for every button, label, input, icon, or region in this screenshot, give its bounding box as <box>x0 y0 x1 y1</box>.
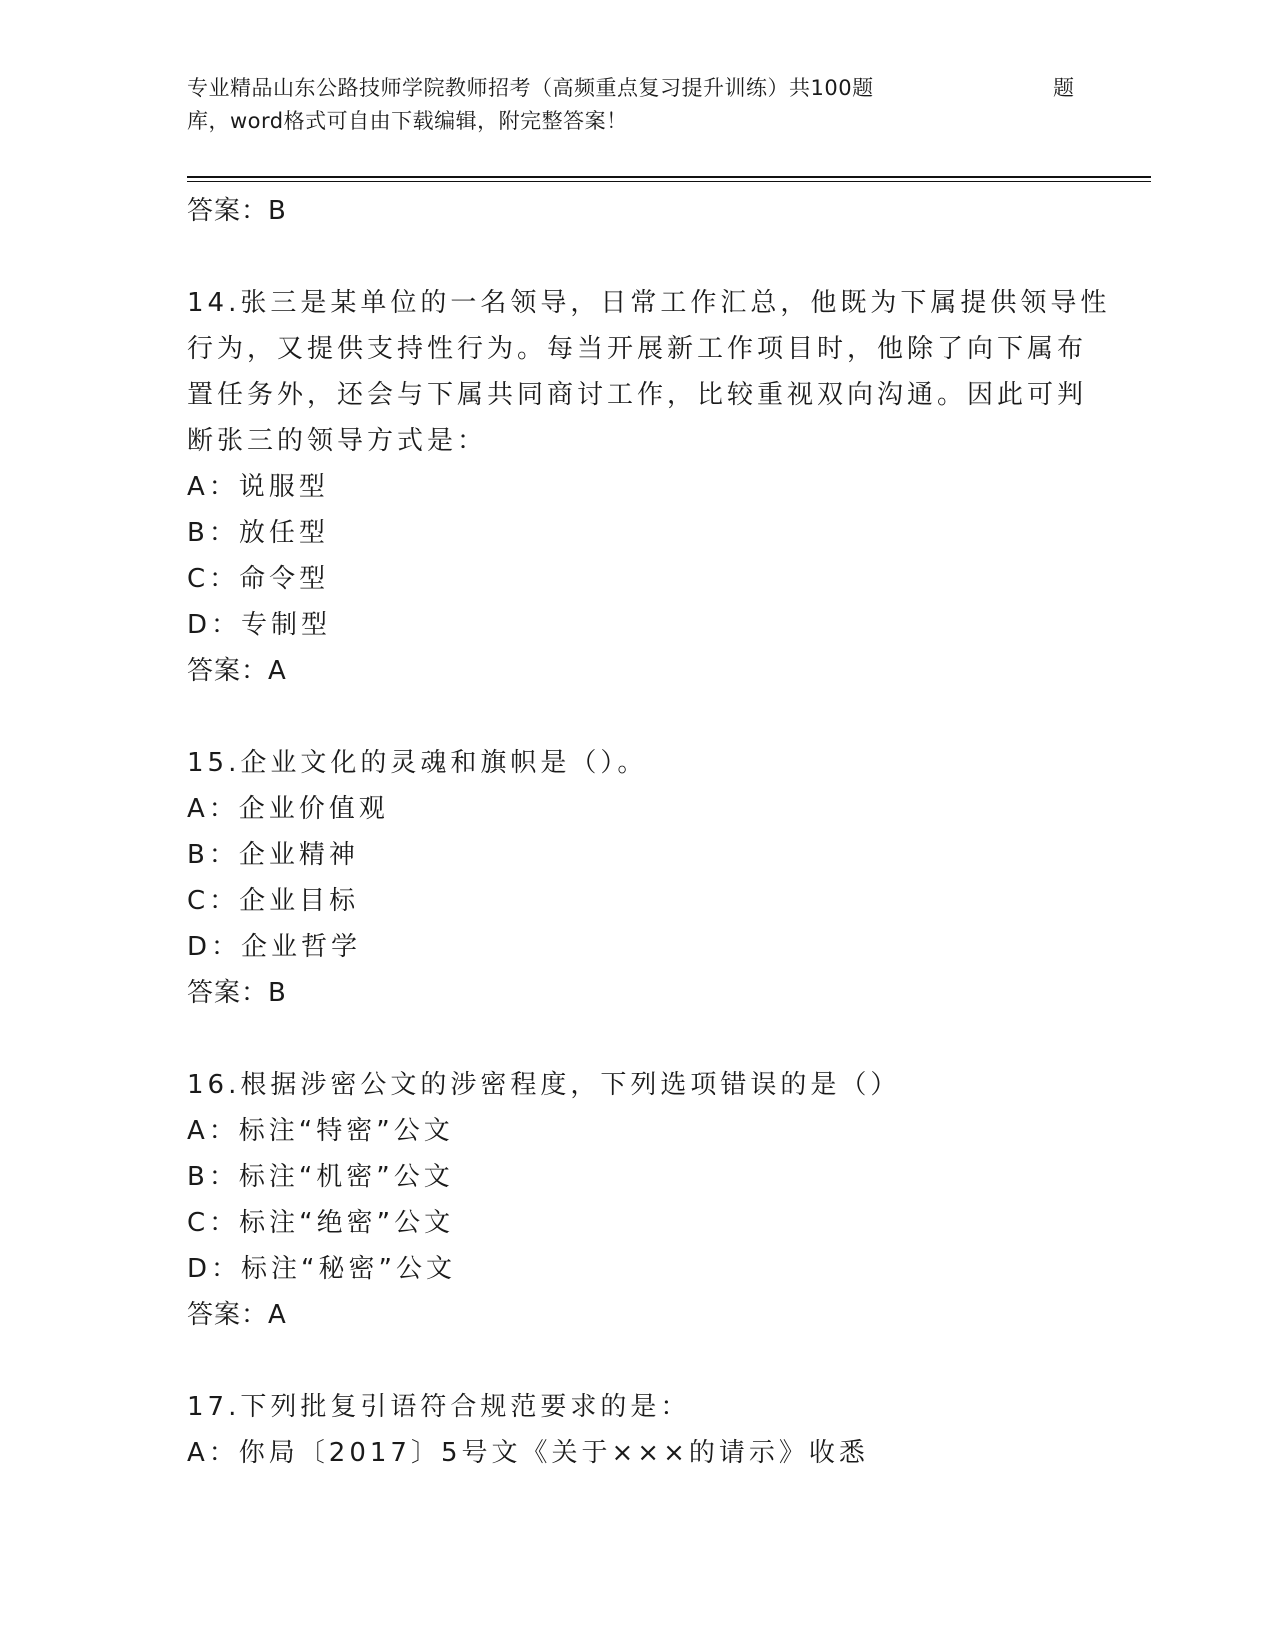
option-c: C：企业目标 <box>187 886 360 916</box>
spacer <box>187 1338 1087 1384</box>
answer-q16: 答案：A <box>187 1300 287 1330</box>
spacer <box>187 694 1087 740</box>
document-body <box>187 188 1111 1476</box>
option-c: C：标注“绝密”公文 <box>187 1208 455 1238</box>
answer-q14: 答案：A <box>187 656 287 686</box>
option-a: A：说服型 <box>187 472 329 502</box>
header-title-tail: 题 <box>1053 76 1075 100</box>
question-stem-line: 16.根据涉密公文的涉密程度，下列选项错误的是（） <box>187 1070 901 1100</box>
option-b: B：企业精神 <box>187 840 359 870</box>
question-stem-line: 17.下列批复引语符合规范要求的是： <box>187 1392 691 1422</box>
option-a: A：你局〔2017〕5号文《关于×××的请示》收悉 <box>187 1438 869 1468</box>
question-stem-line: 14.张三是某单位的一名领导，日常工作汇总，他既为下属提供领导性 <box>187 288 1111 318</box>
spacer <box>187 234 1087 280</box>
header-line-1 <box>187 72 1087 105</box>
option-d: D：专制型 <box>187 610 332 640</box>
question-stem-line: 行为，又提供支持性行为。每当开展新工作项目时，他除了向下属布 <box>187 334 1088 364</box>
question-17 <box>187 1384 1087 1476</box>
question-16 <box>187 1062 1087 1338</box>
option-c: C：命令型 <box>187 564 330 594</box>
option-a: A：企业价值观 <box>187 794 389 824</box>
page-header <box>187 72 1087 138</box>
question-stem-line: 断张三的领导方式是： <box>187 426 488 456</box>
header-line-2: 库，word格式可自由下载编辑，附完整答案！ <box>187 109 628 133</box>
option-b: B：标注“机密”公文 <box>187 1162 454 1192</box>
option-d: D：标注“秘密”公文 <box>187 1254 456 1284</box>
answer-q15: 答案：B <box>187 978 287 1008</box>
answer-q13: 答案：B <box>187 196 287 226</box>
spacer <box>187 1016 1087 1062</box>
question-14 <box>187 280 1111 694</box>
option-b: B：放任型 <box>187 518 329 548</box>
question-15 <box>187 740 1087 1016</box>
option-d: D：企业哲学 <box>187 932 362 962</box>
question-stem-line: 置任务外，还会与下属共同商讨工作，比较重视双向沟通。因此可判 <box>187 380 1088 410</box>
option-a: A：标注“特密”公文 <box>187 1116 454 1146</box>
header-divider-thin <box>187 181 1151 182</box>
question-stem-line: 15.企业文化的灵魂和旗帜是（）。 <box>187 748 648 778</box>
header-divider-thick <box>187 176 1151 178</box>
header-title: 专业精品山东公路技师学院教师招考（高频重点复习提升训练）共100题 <box>187 76 874 100</box>
